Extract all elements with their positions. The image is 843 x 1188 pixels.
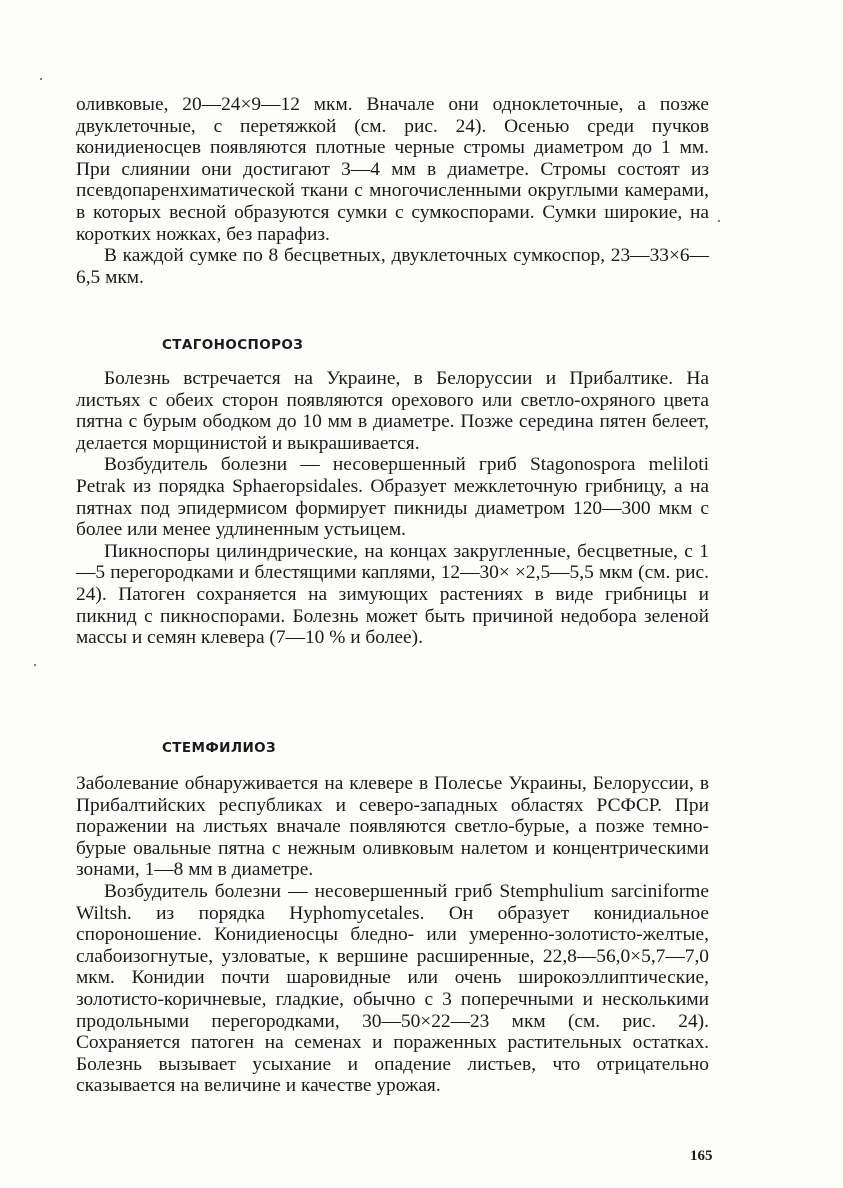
intro-text: [76, 94, 709, 288]
page-number: 165: [690, 1148, 713, 1164]
print-speck: [40, 78, 42, 80]
paragraph: Возбудитель болезни — несовершенный гриб Stemphulium sarciniforme Wiltsh. из порядка Hyphomycetales. Он образует конидиальное спороношение. Конидиеносцы бледно- или умеренно-золотисто-желтые, слабоизогнутые, узловатые, к вершине расширенные, 22,8—56,0×5,7—7,0 мкм. Конидии почти шаровидные или очень широкоэллиптические, золотисто-коричневые, гладкие, обычно с 3 поперечными и несколькими продольными перегородками, 30—50×22—23 мкм (см. рис. 24). Сохраняется патоген на семенах и пораженных растительных остатках. Болезнь вызывает усыхание и опадение листьев, что отрицательно сказывается на величине и качестве урожая.: [76, 880, 709, 1097]
paragraph: Заболевание обнаруживается на клевере в Полесье Украины, Белоруссии, в Прибалтийских республиках и северо-западных областях РСФСР. При поражении на листьях вначале появляются светло-бурые, а позже темно-бурые овальные пятна с нежным оливковым налетом и концентрическими зонами, 1—8 мм в диаметре.: [76, 773, 709, 881]
paragraph: оливковые, 20—24×9—12 мкм. Вначале они одноклеточные, а позже двуклеточные, с перетяжкой (см. рис. 24). Осенью среди пучков конидиеносцев появляются плотные черные стромы диаметром до 1 мм. При слиянии они достигают 3—4 мм в диаметре. Стромы состоят из псевдопаренхиматической ткани с многочисленными округлыми камерами, в которых весной образуются сумки с сумкоспорами. Сумки широкие, на коротких ножках, без парафиз.: [76, 94, 709, 245]
paragraph: Болезнь встречается на Украине, в Белоруссии и Прибалтике. На листьях с обеих сторон появляются орехового или светло-охряного цвета пятна с бурым ободком до 10 мм в диаметре. Позже середина пятен белеет, делается морщинистой и выкрашивается.: [76, 368, 709, 454]
section-stagonosporoz-text: [76, 368, 709, 649]
paragraph: Возбудитель болезни — несовершенный гриб Stagonospora meliloti Petrak из порядка Sphaeropsidales. Образует межклеточную грибницу, а на пятнах под эпидермисом формирует пикниды диаметром 120—300 мкм с более или менее удлиненным устьицем.: [76, 454, 709, 541]
print-speck: [718, 220, 720, 222]
paragraph: В каждой сумке по 8 бесцветных, двуклеточных сумкоспор, 23—33×6—6,5 мкм.: [76, 245, 709, 288]
section-heading-stagonosporoz: СТАГОНОСПОРОЗ: [162, 337, 304, 353]
paragraph: Пикноспоры цилиндрические, на концах закругленные, бесцветные, с 1—5 перегородками и блестящими каплями, 12—30× ×2,5—5,5 мкм (см. рис. 24). Патоген сохраняется на зимующих растениях в виде грибницы и пикнид с пикноспорами. Болезнь может быть причиной недобора зеленой массы и семян клевера (7—10 % и более).: [76, 540, 709, 649]
section-heading-stemfilioz: СТЕМФИЛИОЗ: [162, 740, 277, 756]
section-stemfilioz-text: [76, 773, 709, 1097]
print-speck: [34, 664, 36, 666]
